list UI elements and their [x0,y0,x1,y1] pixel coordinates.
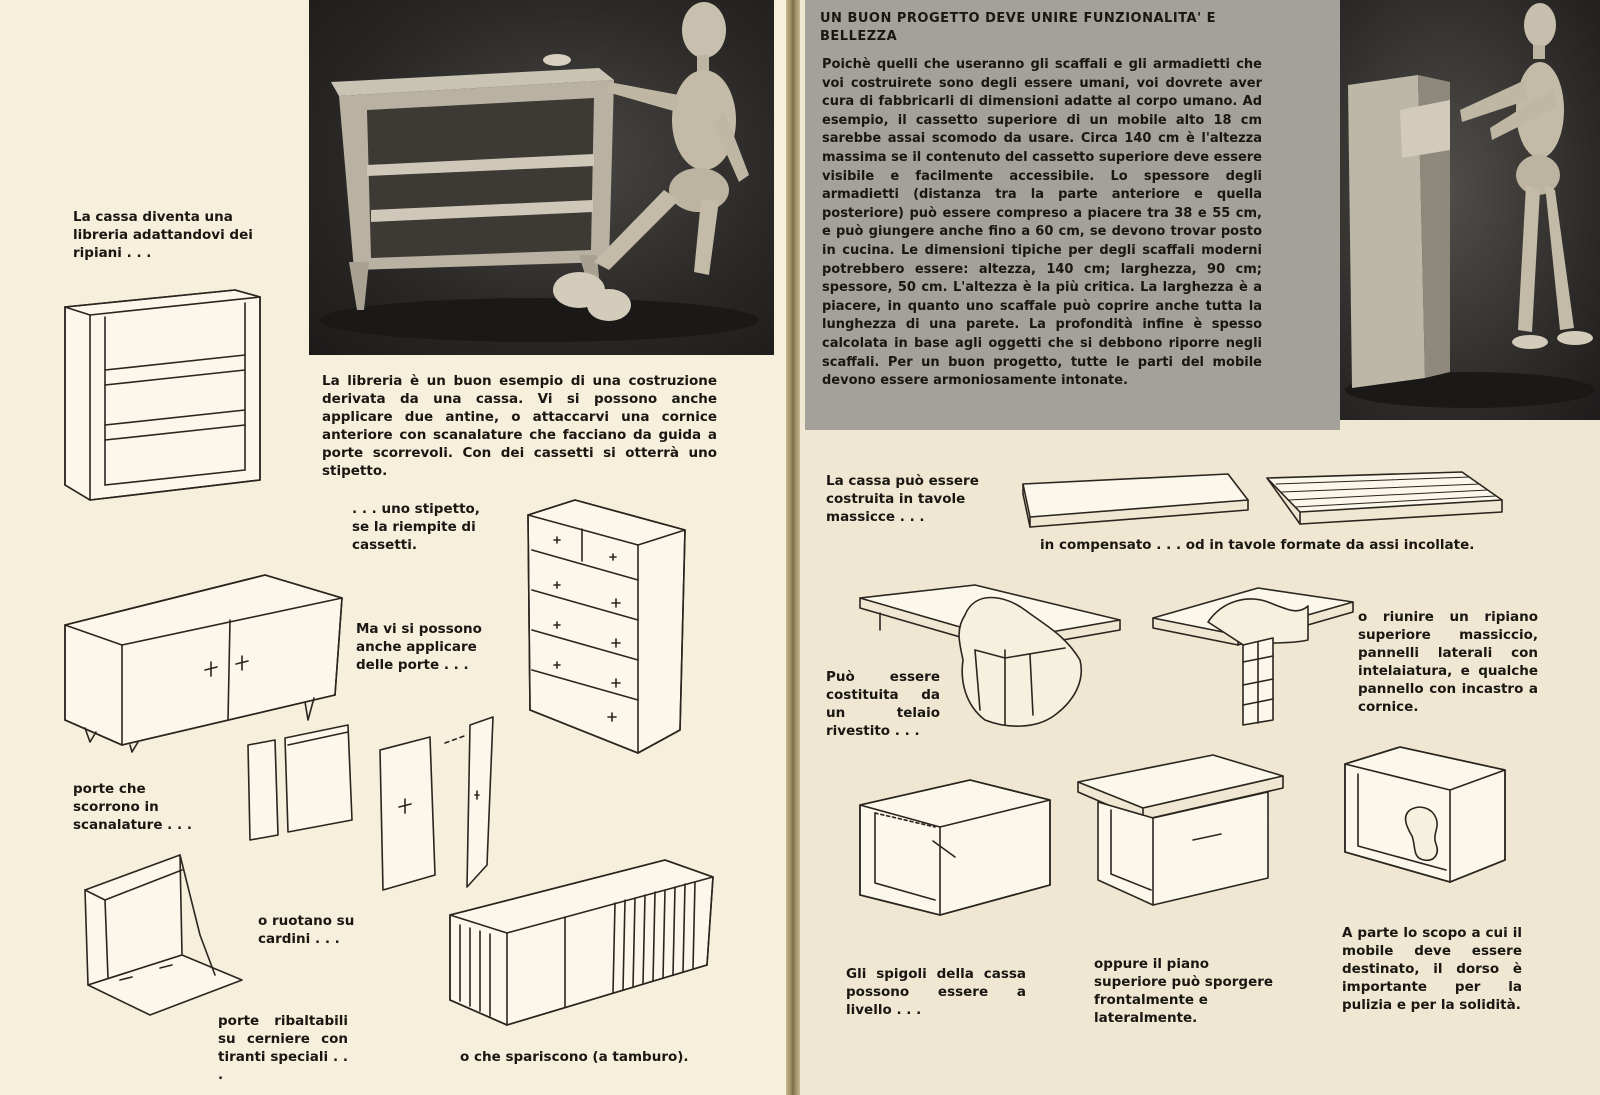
caption-stipetto: . . . uno stipetto, se la riempite di cassetti. [352,501,480,553]
caption-porte-scorrono: porte che scorrono in scanalature . . . [73,781,192,833]
caption-riunire: o riunire un ripiano superiore massiccio, pannelli laterali con intelaiatura, e qualche pannello con incastro a cornice. [1358,609,1538,715]
caption-ribaltabili: porte ribaltabili su cerniere con tiranti speciali . . . [218,1013,348,1083]
photo-chest-illustration [1340,0,1600,420]
page-gutter [786,0,800,1095]
caption-telaio: Può essere costituita da un telaio rivestito . . . [826,669,940,739]
drawing-panel-assembly [1148,580,1358,725]
caption-spigoli: Gli spigoli della cassa possono essere a livello . . . [846,966,1026,1018]
left-page [0,0,786,1095]
caption-porte-applicare: Ma vi si possono anche applicare delle porte . . . [356,621,482,673]
drawing-bookcase [60,285,275,510]
caption-tamburo: o che spariscono (a tamburo). [460,1049,689,1065]
drawing-glued-planks [1262,470,1507,532]
photo-bookcase-illustration [309,0,774,355]
drawing-sliding-doors [240,720,360,845]
caption-libreria-esempio: La libreria è un buon esempio di una costruzione derivata da una cassa. Vi si possono anche applicare due antine, o attaccarvi una cornice anteriore con scanalature che facciano da guida a porte scorrevoli. Con dei cassetti si otterrà uno stipetto. [322,373,717,479]
caption-compensato: in compensato . . . od in tavole formate da assi incollate. [1040,537,1475,553]
photo-bookcase-mannequin [309,0,774,355]
caption-libreria-intro: La cassa diventa una libreria adattandovi dei ripiani . . . [73,209,253,261]
drawing-solid-board [1018,472,1253,532]
section-heading: UN BUON PROGETTO DEVE UNIRE FUNZIONALITA' E BELLEZZA [820,11,1216,44]
drawing-chest-of-drawers [520,495,695,760]
caption-tavole-massicce: La cassa può essere costruita in tavole massicce . . . [826,473,979,525]
caption-ruotano: o ruotano su cardini . . . [258,913,355,947]
photo-chest-mannequin [1340,0,1600,420]
caption-piano-sporgere: oppure il piano superiore può sporgere frontalmente e lateralmente. [1094,956,1274,1026]
drawing-flush-box [855,775,1055,925]
intro-paragraph: Poichè quelli che useranno gli scaffali e gli armadietti che voi costruirete sono degli essere umani, voi dovrete aver cura di fabbricarli di dimensioni adatte al corpo umano. Ad esempio, il cassetto superiore di un mobile alto 18 cm sarebbe assai scomodo da usare. Circa 140 cm è l'altezza massima se il contenuto del cassetto superiore deve essere visibile e facilmente accessibile. Lo spessore degli armadietti (distanza tra la parte anteriore e quella posteriore) può essere compreso a piacere tra 38 e 55 cm, e può giungere anche fino a 60 cm, se devono trovar posto in cucina. Le dimensioni tipiche per degli scaffali moderni potrebbero essere: altezza, 140 cm; larghezza, 90 cm; spessore, 50 cm. L'altezza è la più critica. La larghezza è a piacere, in quanto uno scaffale può coprire anche tutta la lunghezza di una parete. La profondità infine è spesso calcolata in base agli oggetti che si debbono riporre negli scaffali. Per un buon progetto, tutte le parti del mobile devono essere armoniosamente intonate. [822,57,1262,389]
drawing-overhang-box [1073,750,1288,915]
drawing-back-panel-box [1340,742,1510,892]
caption-dorso: A parte lo scopo a cui il mobile deve essere destinato, il dorso è importante per la pulizia e per la solidità. [1342,925,1522,1013]
drawing-tambour-cabinet [445,855,720,1040]
drawing-drop-front-cabinet [60,850,250,1025]
